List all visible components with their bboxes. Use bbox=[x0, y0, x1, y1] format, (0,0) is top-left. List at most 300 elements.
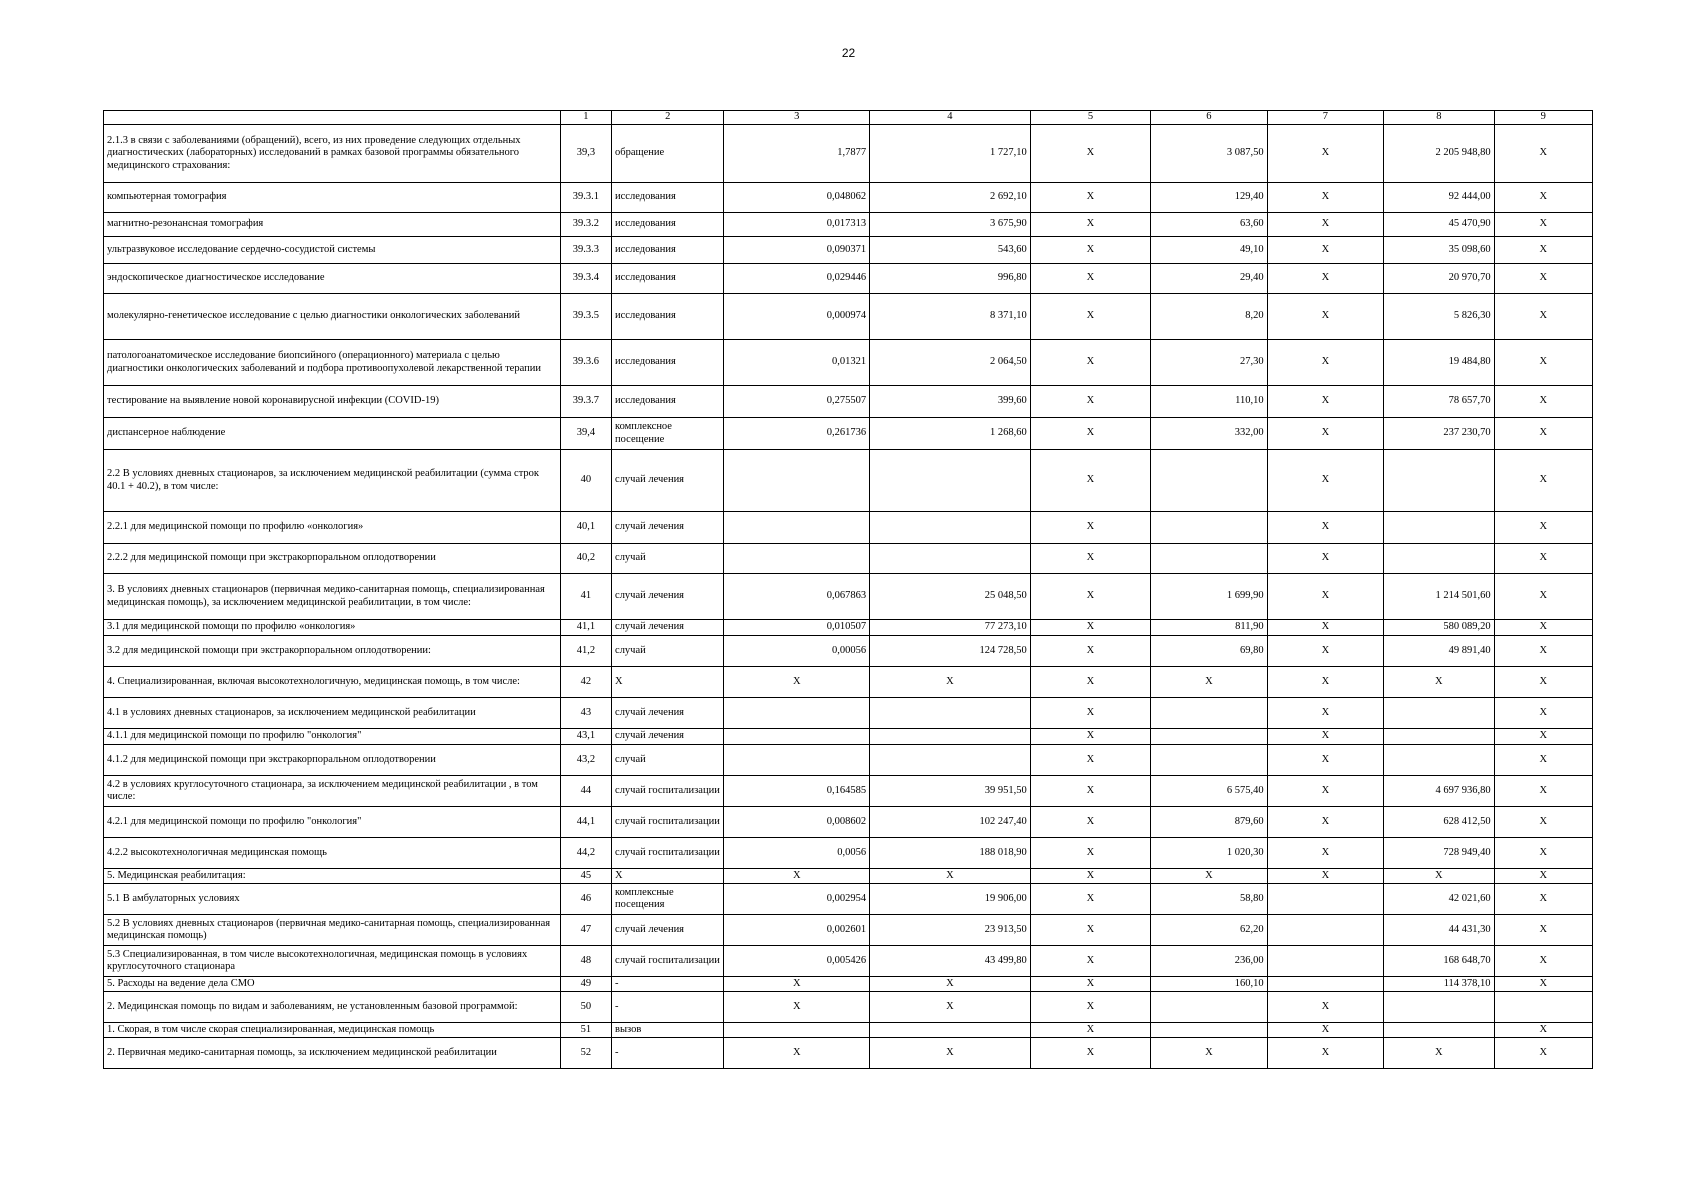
col8-cell bbox=[1384, 992, 1494, 1023]
col4-cell: 2 692,10 bbox=[870, 183, 1031, 213]
col5-cell: Х bbox=[1030, 992, 1150, 1023]
col3-cell: 0,000974 bbox=[724, 294, 870, 340]
row-unit-cell: случай лечения bbox=[612, 450, 724, 512]
col9-cell: Х bbox=[1494, 386, 1592, 418]
col9-cell: Х bbox=[1494, 776, 1592, 807]
row-code-cell: 44,1 bbox=[560, 807, 611, 838]
table-row bbox=[104, 183, 1593, 213]
col8-cell bbox=[1384, 450, 1494, 512]
row-name-cell: эндоскопическое диагностическое исследование bbox=[104, 264, 561, 294]
col7-cell: Х bbox=[1267, 729, 1383, 745]
col7-cell: Х bbox=[1267, 636, 1383, 667]
col6-cell: 3 087,50 bbox=[1151, 125, 1267, 183]
col6-cell bbox=[1151, 544, 1267, 574]
row-unit-cell: - bbox=[612, 992, 724, 1023]
row-code-cell: 50 bbox=[560, 992, 611, 1023]
row-code-cell: 39.3.2 bbox=[560, 213, 611, 237]
col8-cell: 35 098,60 bbox=[1384, 237, 1494, 264]
row-unit-cell: Х bbox=[612, 667, 724, 698]
col3-cell: 0,017313 bbox=[724, 213, 870, 237]
row-name-cell: молекулярно-генетическое исследование с целью диагностики онкологических заболеваний bbox=[104, 294, 561, 340]
col8-cell bbox=[1384, 1023, 1494, 1038]
col3-cell: 0,164585 bbox=[724, 776, 870, 807]
col7-cell: Х bbox=[1267, 450, 1383, 512]
col6-cell: 8,20 bbox=[1151, 294, 1267, 340]
table-row bbox=[104, 294, 1593, 340]
col9-cell: Х bbox=[1494, 183, 1592, 213]
col3-cell: Х bbox=[724, 667, 870, 698]
col6-cell: 27,30 bbox=[1151, 340, 1267, 386]
col6-cell: 29,40 bbox=[1151, 264, 1267, 294]
col6-cell: 1 020,30 bbox=[1151, 838, 1267, 869]
col9-cell: Х bbox=[1494, 698, 1592, 729]
col9-cell: Х bbox=[1494, 1038, 1592, 1069]
col6-cell: 332,00 bbox=[1151, 418, 1267, 450]
header-cell bbox=[104, 111, 561, 125]
row-code-cell: 39.3.5 bbox=[560, 294, 611, 340]
col4-cell: 8 371,10 bbox=[870, 294, 1031, 340]
row-code-cell: 39.3.4 bbox=[560, 264, 611, 294]
table-row bbox=[104, 125, 1593, 183]
col3-cell: 0,010507 bbox=[724, 620, 870, 636]
row-code-cell: 41,2 bbox=[560, 636, 611, 667]
col5-cell: Х bbox=[1030, 450, 1150, 512]
row-unit-cell: - bbox=[612, 1038, 724, 1069]
col6-cell: 69,80 bbox=[1151, 636, 1267, 667]
col3-cell: 0,261736 bbox=[724, 418, 870, 450]
col4-cell bbox=[870, 450, 1031, 512]
row-name-cell: 4.1.2 для медицинской помощи при экстракорпоральном оплодотворении bbox=[104, 745, 561, 776]
col4-cell bbox=[870, 729, 1031, 745]
row-name-cell: 5.3 Специализированная, в том числе высокотехнологичная, медицинская помощь в условиях круглосуточного стационара bbox=[104, 946, 561, 977]
col6-cell bbox=[1151, 450, 1267, 512]
col5-cell: Х bbox=[1030, 125, 1150, 183]
row-unit-cell: случай bbox=[612, 544, 724, 574]
col9-cell: Х bbox=[1494, 620, 1592, 636]
col4-cell bbox=[870, 745, 1031, 776]
row-name-cell: 2.1.3 в связи с заболеваниями (обращений), всего, из них проведение следующих отдельных диагностических (лабораторных) исследований в рамках базовой программы обязательного медицинского страхования: bbox=[104, 125, 561, 183]
header-cell: 7 bbox=[1267, 111, 1383, 125]
col8-cell: 78 657,70 bbox=[1384, 386, 1494, 418]
col7-cell: Х bbox=[1267, 1038, 1383, 1069]
row-unit-cell: исследования bbox=[612, 294, 724, 340]
col9-cell: Х bbox=[1494, 450, 1592, 512]
col6-cell: Х bbox=[1151, 1038, 1267, 1069]
col5-cell: Х bbox=[1030, 884, 1150, 915]
col3-cell: 0,01321 bbox=[724, 340, 870, 386]
col8-cell: 580 089,20 bbox=[1384, 620, 1494, 636]
col5-cell: Х bbox=[1030, 869, 1150, 884]
col7-cell bbox=[1267, 946, 1383, 977]
row-name-cell: компьютерная томография bbox=[104, 183, 561, 213]
row-code-cell: 41 bbox=[560, 574, 611, 620]
col7-cell: Х bbox=[1267, 512, 1383, 544]
col9-cell: Х bbox=[1494, 667, 1592, 698]
row-unit-cell: исследования bbox=[612, 386, 724, 418]
col8-cell: 92 444,00 bbox=[1384, 183, 1494, 213]
col3-cell: Х bbox=[724, 1038, 870, 1069]
row-code-cell: 42 bbox=[560, 667, 611, 698]
col4-cell: 25 048,50 bbox=[870, 574, 1031, 620]
col3-cell: 0,048062 bbox=[724, 183, 870, 213]
col4-cell: 19 906,00 bbox=[870, 884, 1031, 915]
col9-cell: Х bbox=[1494, 977, 1592, 992]
col5-cell: Х bbox=[1030, 340, 1150, 386]
header-cell: 4 bbox=[870, 111, 1031, 125]
col9-cell: Х bbox=[1494, 1023, 1592, 1038]
row-name-cell: диспансерное наблюдение bbox=[104, 418, 561, 450]
row-unit-cell: комплексные посещения bbox=[612, 884, 724, 915]
row-code-cell: 43,1 bbox=[560, 729, 611, 745]
table-body bbox=[104, 125, 1593, 1069]
col4-cell: 77 273,10 bbox=[870, 620, 1031, 636]
col4-cell bbox=[870, 512, 1031, 544]
col3-cell: 0,0056 bbox=[724, 838, 870, 869]
col8-cell: Х bbox=[1384, 1038, 1494, 1069]
col6-cell bbox=[1151, 992, 1267, 1023]
col8-cell: 45 470,90 bbox=[1384, 213, 1494, 237]
row-name-cell: 4. Специализированная, включая высокотехнологичную, медицинская помощь, в том числе: bbox=[104, 667, 561, 698]
col3-cell: Х bbox=[724, 992, 870, 1023]
col5-cell: Х bbox=[1030, 264, 1150, 294]
row-code-cell: 48 bbox=[560, 946, 611, 977]
col3-cell: 0,008602 bbox=[724, 807, 870, 838]
col7-cell: Х bbox=[1267, 183, 1383, 213]
table-row bbox=[104, 264, 1593, 294]
col4-cell: 124 728,50 bbox=[870, 636, 1031, 667]
col5-cell: Х bbox=[1030, 946, 1150, 977]
table-row bbox=[104, 838, 1593, 869]
col3-cell: 0,002601 bbox=[724, 915, 870, 946]
row-code-cell: 39.3.6 bbox=[560, 340, 611, 386]
col7-cell: Х bbox=[1267, 125, 1383, 183]
col4-cell: Х bbox=[870, 977, 1031, 992]
row-unit-cell: случай лечения bbox=[612, 574, 724, 620]
col9-cell: Х bbox=[1494, 574, 1592, 620]
col7-cell: Х bbox=[1267, 340, 1383, 386]
col4-cell: 39 951,50 bbox=[870, 776, 1031, 807]
header-cell: 3 bbox=[724, 111, 870, 125]
row-name-cell: магнитно-резонансная томография bbox=[104, 213, 561, 237]
col4-cell bbox=[870, 544, 1031, 574]
col6-cell: 1 699,90 bbox=[1151, 574, 1267, 620]
header-cell: 1 bbox=[560, 111, 611, 125]
page-number: 22 bbox=[841, 46, 856, 60]
col9-cell: Х bbox=[1494, 512, 1592, 544]
col8-cell: 628 412,50 bbox=[1384, 807, 1494, 838]
col7-cell: Х bbox=[1267, 544, 1383, 574]
col6-cell: Х bbox=[1151, 869, 1267, 884]
col7-cell bbox=[1267, 977, 1383, 992]
col7-cell: Х bbox=[1267, 776, 1383, 807]
col8-cell: 44 431,30 bbox=[1384, 915, 1494, 946]
col6-cell: Х bbox=[1151, 667, 1267, 698]
row-unit-cell: случай госпитализации bbox=[612, 946, 724, 977]
col9-cell: Х bbox=[1494, 636, 1592, 667]
row-unit-cell: исследования bbox=[612, 264, 724, 294]
row-code-cell: 40,2 bbox=[560, 544, 611, 574]
row-code-cell: 39,3 bbox=[560, 125, 611, 183]
row-name-cell: 2. Медицинская помощь по видам и заболеваниям, не установленным базовой программой: bbox=[104, 992, 561, 1023]
col8-cell: 42 021,60 bbox=[1384, 884, 1494, 915]
table-row bbox=[104, 450, 1593, 512]
col3-cell: 1,7877 bbox=[724, 125, 870, 183]
row-name-cell: ультразвуковое исследование сердечно-сосудистой системы bbox=[104, 237, 561, 264]
row-name-cell: 2.2 В условиях дневных стационаров, за исключением медицинской реабилитации (сумма строк 40.1 + 40.2), в том числе: bbox=[104, 450, 561, 512]
col7-cell: Х bbox=[1267, 838, 1383, 869]
row-name-cell: патологоанатомическое исследование биопсийного (операционного) материала с целью диагностики онкологических заболеваний и подбора противоопухолевой лекарственной терапии bbox=[104, 340, 561, 386]
row-code-cell: 39,4 bbox=[560, 418, 611, 450]
col4-cell: 188 018,90 bbox=[870, 838, 1031, 869]
row-name-cell: 5.1 В амбулаторных условиях bbox=[104, 884, 561, 915]
table-row bbox=[104, 620, 1593, 636]
row-code-cell: 39.3.1 bbox=[560, 183, 611, 213]
col7-cell: Х bbox=[1267, 386, 1383, 418]
col8-cell: 728 949,40 bbox=[1384, 838, 1494, 869]
col4-cell: 23 913,50 bbox=[870, 915, 1031, 946]
col7-cell: Х bbox=[1267, 294, 1383, 340]
col9-cell: Х bbox=[1494, 745, 1592, 776]
col8-cell: 20 970,70 bbox=[1384, 264, 1494, 294]
col9-cell: Х bbox=[1494, 418, 1592, 450]
col4-cell: 102 247,40 bbox=[870, 807, 1031, 838]
col4-cell: Х bbox=[870, 1038, 1031, 1069]
row-unit-cell: - bbox=[612, 977, 724, 992]
table-row bbox=[104, 636, 1593, 667]
col5-cell: Х bbox=[1030, 698, 1150, 729]
col8-cell: 1 214 501,60 bbox=[1384, 574, 1494, 620]
col4-cell: 43 499,80 bbox=[870, 946, 1031, 977]
table-row bbox=[104, 977, 1593, 992]
col7-cell bbox=[1267, 915, 1383, 946]
col6-cell: 6 575,40 bbox=[1151, 776, 1267, 807]
col4-cell: 1 268,60 bbox=[870, 418, 1031, 450]
col8-cell: 237 230,70 bbox=[1384, 418, 1494, 450]
row-unit-cell: случай bbox=[612, 636, 724, 667]
col5-cell: Х bbox=[1030, 807, 1150, 838]
col5-cell: Х bbox=[1030, 418, 1150, 450]
row-unit-cell: исследования bbox=[612, 213, 724, 237]
col5-cell: Х bbox=[1030, 512, 1150, 544]
col5-cell: Х bbox=[1030, 745, 1150, 776]
table-row bbox=[104, 807, 1593, 838]
col9-cell: Х bbox=[1494, 264, 1592, 294]
table-row bbox=[104, 915, 1593, 946]
col5-cell: Х bbox=[1030, 1023, 1150, 1038]
row-name-cell: 5. Расходы на ведение дела СМО bbox=[104, 977, 561, 992]
col5-cell: Х bbox=[1030, 977, 1150, 992]
col9-cell: Х bbox=[1494, 946, 1592, 977]
row-name-cell: 2. Первичная медико-санитарная помощь, за исключением медицинской реабилитации bbox=[104, 1038, 561, 1069]
col8-cell bbox=[1384, 729, 1494, 745]
row-code-cell: 46 bbox=[560, 884, 611, 915]
table-row bbox=[104, 386, 1593, 418]
row-unit-cell: комплексное посещение bbox=[612, 418, 724, 450]
header-cell: 5 bbox=[1030, 111, 1150, 125]
col5-cell: Х bbox=[1030, 237, 1150, 264]
col5-cell: Х bbox=[1030, 667, 1150, 698]
col5-cell: Х bbox=[1030, 386, 1150, 418]
col8-cell: 114 378,10 bbox=[1384, 977, 1494, 992]
table-row bbox=[104, 418, 1593, 450]
col3-cell: 0,002954 bbox=[724, 884, 870, 915]
row-name-cell: 4.1 в условиях дневных стационаров, за исключением медицинской реабилитации bbox=[104, 698, 561, 729]
table-row bbox=[104, 729, 1593, 745]
col3-cell: 0,067863 bbox=[724, 574, 870, 620]
col5-cell: Х bbox=[1030, 636, 1150, 667]
row-code-cell: 44,2 bbox=[560, 838, 611, 869]
col4-cell: 996,80 bbox=[870, 264, 1031, 294]
row-unit-cell: случай лечения bbox=[612, 698, 724, 729]
col4-cell: 399,60 bbox=[870, 386, 1031, 418]
col3-cell bbox=[724, 1023, 870, 1038]
col5-cell: Х bbox=[1030, 776, 1150, 807]
col3-cell: 0,00056 bbox=[724, 636, 870, 667]
row-name-cell: 4.2.1 для медицинской помощи по профилю "онкология" bbox=[104, 807, 561, 838]
col9-cell bbox=[1494, 992, 1592, 1023]
row-name-cell: 3.2 для медицинской помощи при экстракорпоральном оплодотворении: bbox=[104, 636, 561, 667]
col5-cell: Х bbox=[1030, 183, 1150, 213]
col3-cell bbox=[724, 729, 870, 745]
row-code-cell: 52 bbox=[560, 1038, 611, 1069]
col6-cell: 58,80 bbox=[1151, 884, 1267, 915]
col7-cell: Х bbox=[1267, 574, 1383, 620]
col3-cell bbox=[724, 544, 870, 574]
col7-cell: Х bbox=[1267, 237, 1383, 264]
col3-cell bbox=[724, 745, 870, 776]
row-code-cell: 40,1 bbox=[560, 512, 611, 544]
col9-cell: Х bbox=[1494, 544, 1592, 574]
col4-cell bbox=[870, 698, 1031, 729]
row-unit-cell: случай лечения bbox=[612, 620, 724, 636]
row-unit-cell: случай лечения bbox=[612, 512, 724, 544]
col7-cell bbox=[1267, 884, 1383, 915]
col7-cell: Х bbox=[1267, 992, 1383, 1023]
col8-cell: 2 205 948,80 bbox=[1384, 125, 1494, 183]
col7-cell: Х bbox=[1267, 745, 1383, 776]
col5-cell: Х bbox=[1030, 213, 1150, 237]
table-row bbox=[104, 946, 1593, 977]
col7-cell: Х bbox=[1267, 418, 1383, 450]
col8-cell: 49 891,40 bbox=[1384, 636, 1494, 667]
col6-cell bbox=[1151, 745, 1267, 776]
col5-cell: Х bbox=[1030, 838, 1150, 869]
col7-cell: Х bbox=[1267, 667, 1383, 698]
col7-cell: Х bbox=[1267, 264, 1383, 294]
row-name-cell: 3.1 для медицинской помощи по профилю «онкология» bbox=[104, 620, 561, 636]
table-row bbox=[104, 992, 1593, 1023]
col7-cell: Х bbox=[1267, 869, 1383, 884]
table-row bbox=[104, 544, 1593, 574]
col5-cell: Х bbox=[1030, 620, 1150, 636]
col5-cell: Х bbox=[1030, 1038, 1150, 1069]
col7-cell: Х bbox=[1267, 213, 1383, 237]
row-unit-cell: случай лечения bbox=[612, 729, 724, 745]
table-row bbox=[104, 213, 1593, 237]
row-unit-cell: случай bbox=[612, 745, 724, 776]
row-unit-cell: случай госпитализации bbox=[612, 807, 724, 838]
col4-cell: Х bbox=[870, 667, 1031, 698]
col9-cell: Х bbox=[1494, 213, 1592, 237]
row-code-cell: 41,1 bbox=[560, 620, 611, 636]
row-name-cell: 2.2.2 для медицинской помощи при экстракорпоральном оплодотворении bbox=[104, 544, 561, 574]
table-row bbox=[104, 340, 1593, 386]
header-cell: 6 bbox=[1151, 111, 1267, 125]
col4-cell: 2 064,50 bbox=[870, 340, 1031, 386]
col6-cell bbox=[1151, 1023, 1267, 1038]
col4-cell: 3 675,90 bbox=[870, 213, 1031, 237]
col3-cell: Х bbox=[724, 977, 870, 992]
col7-cell: Х bbox=[1267, 1023, 1383, 1038]
row-name-cell: 5.2 В условиях дневных стационаров (первичная медико-санитарная помощь, специализированная медицинская помощь) bbox=[104, 915, 561, 946]
col3-cell: 0,275507 bbox=[724, 386, 870, 418]
col6-cell bbox=[1151, 512, 1267, 544]
row-code-cell: 40 bbox=[560, 450, 611, 512]
col9-cell: Х bbox=[1494, 884, 1592, 915]
col8-cell bbox=[1384, 745, 1494, 776]
row-unit-cell: обращение bbox=[612, 125, 724, 183]
col9-cell: Х bbox=[1494, 237, 1592, 264]
col4-cell: Х bbox=[870, 992, 1031, 1023]
row-unit-cell: случай госпитализации bbox=[612, 776, 724, 807]
col9-cell: Х bbox=[1494, 915, 1592, 946]
row-unit-cell: случай госпитализации bbox=[612, 838, 724, 869]
col5-cell: Х bbox=[1030, 915, 1150, 946]
row-code-cell: 51 bbox=[560, 1023, 611, 1038]
row-unit-cell: исследования bbox=[612, 183, 724, 213]
col4-cell: Х bbox=[870, 869, 1031, 884]
col6-cell: 49,10 bbox=[1151, 237, 1267, 264]
table-row bbox=[104, 776, 1593, 807]
col6-cell: 236,00 bbox=[1151, 946, 1267, 977]
col8-cell bbox=[1384, 512, 1494, 544]
col9-cell: Х bbox=[1494, 807, 1592, 838]
col8-cell: 5 826,30 bbox=[1384, 294, 1494, 340]
col5-cell: Х bbox=[1030, 294, 1150, 340]
col6-cell bbox=[1151, 698, 1267, 729]
col9-cell: Х bbox=[1494, 869, 1592, 884]
table-header-row bbox=[104, 111, 1593, 125]
table-row bbox=[104, 667, 1593, 698]
table-row bbox=[104, 884, 1593, 915]
col3-cell bbox=[724, 698, 870, 729]
row-name-cell: 4.2 в условиях круглосуточного стационара, за исключением медицинской реабилитации , в том числе: bbox=[104, 776, 561, 807]
data-table bbox=[103, 110, 1593, 1069]
row-code-cell: 49 bbox=[560, 977, 611, 992]
row-unit-cell: исследования bbox=[612, 237, 724, 264]
row-name-cell: 4.1.1 для медицинской помощи по профилю "онкология" bbox=[104, 729, 561, 745]
col3-cell: 0,090371 bbox=[724, 237, 870, 264]
table-row bbox=[104, 574, 1593, 620]
col9-cell: Х bbox=[1494, 729, 1592, 745]
row-name-cell: 2.2.1 для медицинской помощи по профилю «онкология» bbox=[104, 512, 561, 544]
row-name-cell: тестирование на выявление новой коронавирусной инфекции (COVID-19) bbox=[104, 386, 561, 418]
col6-cell: 811,90 bbox=[1151, 620, 1267, 636]
col8-cell bbox=[1384, 544, 1494, 574]
row-name-cell: 4.2.2 высокотехнологичная медицинская помощь bbox=[104, 838, 561, 869]
row-unit-cell: Х bbox=[612, 869, 724, 884]
col3-cell: 0,005426 bbox=[724, 946, 870, 977]
col6-cell: 160,10 bbox=[1151, 977, 1267, 992]
table-row bbox=[104, 869, 1593, 884]
col4-cell: 543,60 bbox=[870, 237, 1031, 264]
row-code-cell: 45 bbox=[560, 869, 611, 884]
row-code-cell: 39.3.7 bbox=[560, 386, 611, 418]
col3-cell bbox=[724, 450, 870, 512]
header-cell: 9 bbox=[1494, 111, 1592, 125]
col4-cell bbox=[870, 1023, 1031, 1038]
col3-cell: Х bbox=[724, 869, 870, 884]
